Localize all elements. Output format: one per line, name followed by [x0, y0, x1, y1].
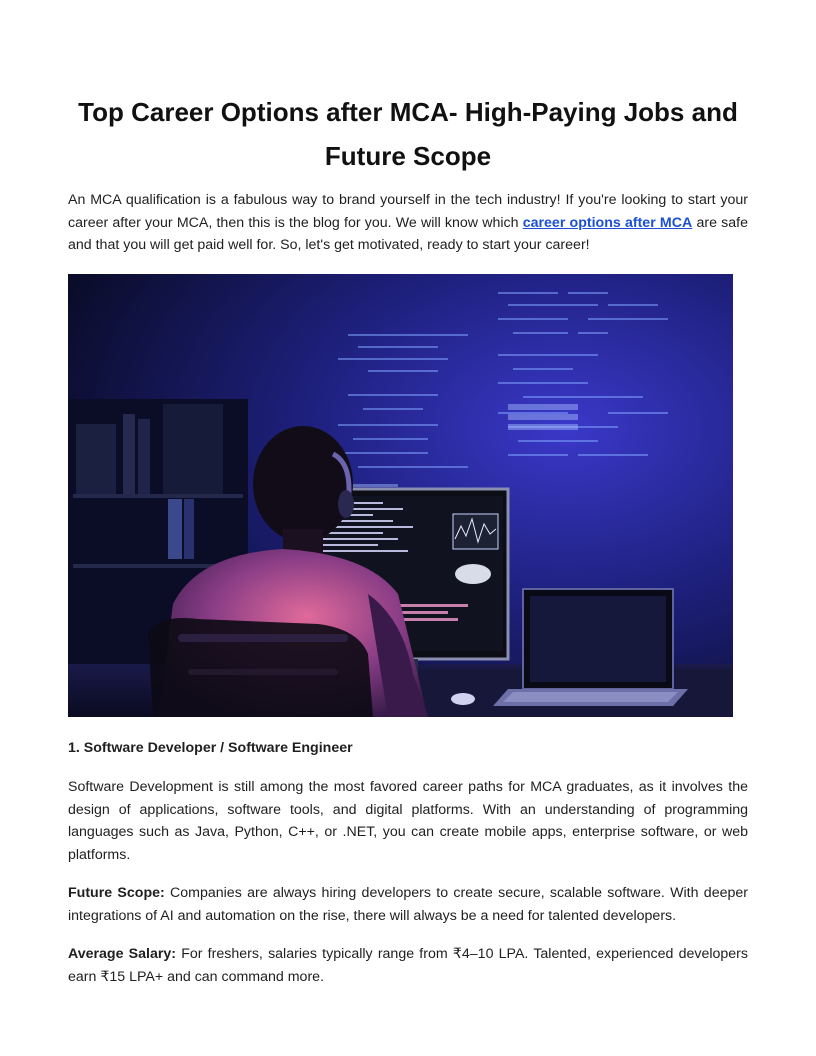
average-salary-text: For freshers, salaries typically range from ₹4–10 LPA. Talented, experienced developers earn ₹15 LPA+ and can command more.	[68, 946, 748, 985]
intro-text-after: are safe and that you will get paid well for. So, let's get motivated, ready to start your career!	[68, 214, 748, 253]
intro-paragraph	[68, 189, 748, 257]
average-salary-paragraph	[68, 943, 748, 988]
section-body-paragraph: Software Development is still among the most favored career paths for MCA graduates, as it involves the design of applications, software tools, and digital platforms. With an understanding of programming languages such as Java, Python, C++, or .NET, you can create mobile apps, enterprise software, or web platforms.	[68, 779, 748, 863]
average-salary-label: Average Salary:	[68, 946, 176, 962]
career-options-link[interactable]: career options after MCA	[522, 214, 693, 231]
section-heading-software-developer: 1. Software Developer / Software Engineer	[68, 740, 353, 756]
future-scope-paragraph	[68, 882, 748, 927]
hero-image	[68, 274, 733, 717]
future-scope-label: Future Scope:	[68, 885, 165, 901]
future-scope-text: Companies are always hiring developers to create secure, scalable software. With deeper integrations of AI and automation on the rise, there will always be a need for talented developers.	[68, 885, 748, 924]
article-title: Top Career Options after MCA- High-Paying Jobs and Future Scope	[78, 97, 738, 171]
intro-text-before: An MCA qualification is a fabulous way to brand yourself in the tech industry! If you're looking to start your career after your MCA, then this is the blog for you. We will know which	[68, 192, 748, 231]
